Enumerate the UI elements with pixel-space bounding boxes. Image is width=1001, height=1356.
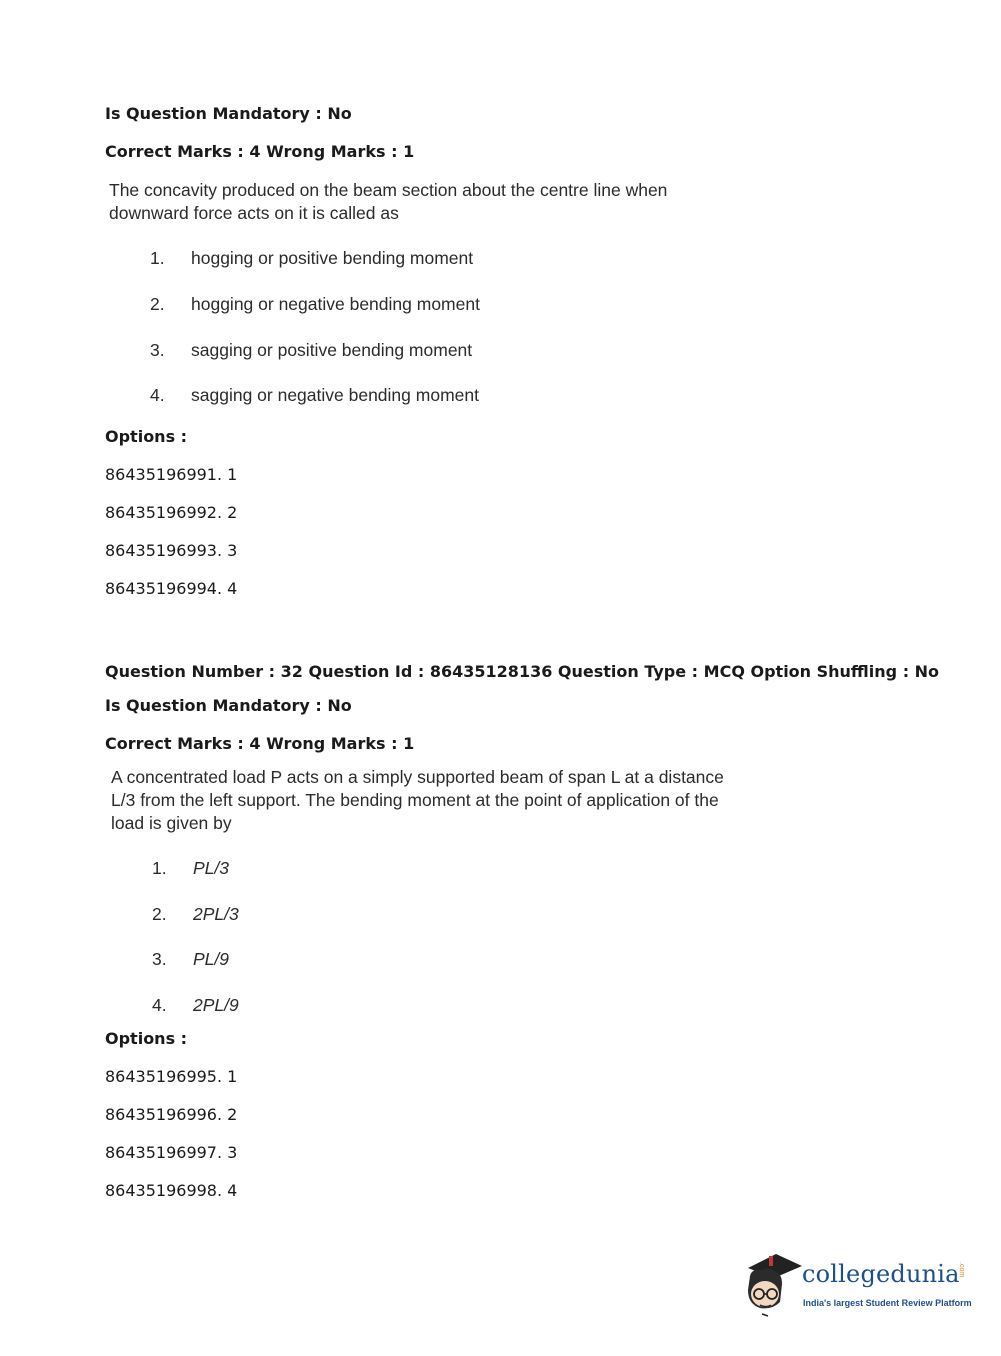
- choice-number: 3.: [150, 340, 165, 360]
- choice-text: hogging or negative bending moment: [191, 294, 480, 314]
- collegedunia-logo: [742, 1250, 972, 1320]
- logo-suffix: .com: [958, 1262, 965, 1278]
- q2-option-id-4: 86435196998. 4: [105, 1181, 238, 1200]
- q2-header: Question Number : 32 Question Id : 86435128136 Question Type : MCQ Option Shuffling : No: [105, 662, 940, 681]
- logo-tagline: India's largest Student Review Platform: [803, 1298, 972, 1308]
- q2-option-id-1: 86435196995. 1: [105, 1067, 238, 1086]
- mascot-icon: [742, 1250, 804, 1320]
- choice-number: 2.: [152, 904, 167, 924]
- q2-option-id-2: 86435196996. 2: [105, 1105, 238, 1124]
- q2-text-line1: A concentrated load P acts on a simply supported beam of span L at a distance: [111, 767, 724, 787]
- q1-question-text: [109, 179, 729, 225]
- q1-mandatory: Is Question Mandatory : No: [105, 104, 352, 123]
- q1-option-id-2: 86435196992. 2: [105, 503, 238, 522]
- q1-option-id-4: 86435196994. 4: [105, 579, 238, 598]
- choice-text: 2PL/9: [193, 995, 239, 1015]
- q2-options-label: Options :: [105, 1029, 188, 1048]
- q2-marks: Correct Marks : 4 Wrong Marks : 1: [105, 734, 415, 753]
- choice-text: sagging or negative bending moment: [191, 385, 479, 405]
- choice-number: 4.: [152, 995, 167, 1015]
- choice-number: 3.: [152, 949, 167, 969]
- choice-text: 2PL/3: [193, 904, 239, 924]
- choice-text: hogging or positive bending moment: [191, 248, 474, 268]
- choice-number: 1.: [152, 858, 167, 878]
- q1-marks: Correct Marks : 4 Wrong Marks : 1: [105, 142, 415, 161]
- q1-option-id-3: 86435196993. 3: [105, 541, 238, 560]
- choice-text: sagging or positive bending moment: [191, 340, 473, 360]
- q2-text-line3: load is given by: [111, 813, 232, 833]
- choice-text: PL/3: [193, 858, 229, 878]
- choice-number: 4.: [150, 385, 165, 405]
- q2-option-id-3: 86435196997. 3: [105, 1143, 238, 1162]
- q1-options-label: Options :: [105, 427, 188, 446]
- choice-number: 2.: [150, 294, 165, 314]
- q1-text-line2: downward force acts on it is called as: [109, 203, 399, 223]
- q2-text-line2: L/3 from the left support. The bending moment at the point of application of the: [111, 790, 719, 810]
- logo-wordmark: collegedunia: [802, 1260, 960, 1288]
- q2-mandatory: Is Question Mandatory : No: [105, 696, 352, 715]
- q1-text-line1: The concavity produced on the beam section about the centre line when: [109, 180, 668, 200]
- choice-text: PL/9: [193, 949, 229, 969]
- choice-number: 1.: [150, 248, 165, 268]
- q1-option-id-1: 86435196991. 1: [105, 465, 238, 484]
- q2-question-text: [111, 766, 731, 835]
